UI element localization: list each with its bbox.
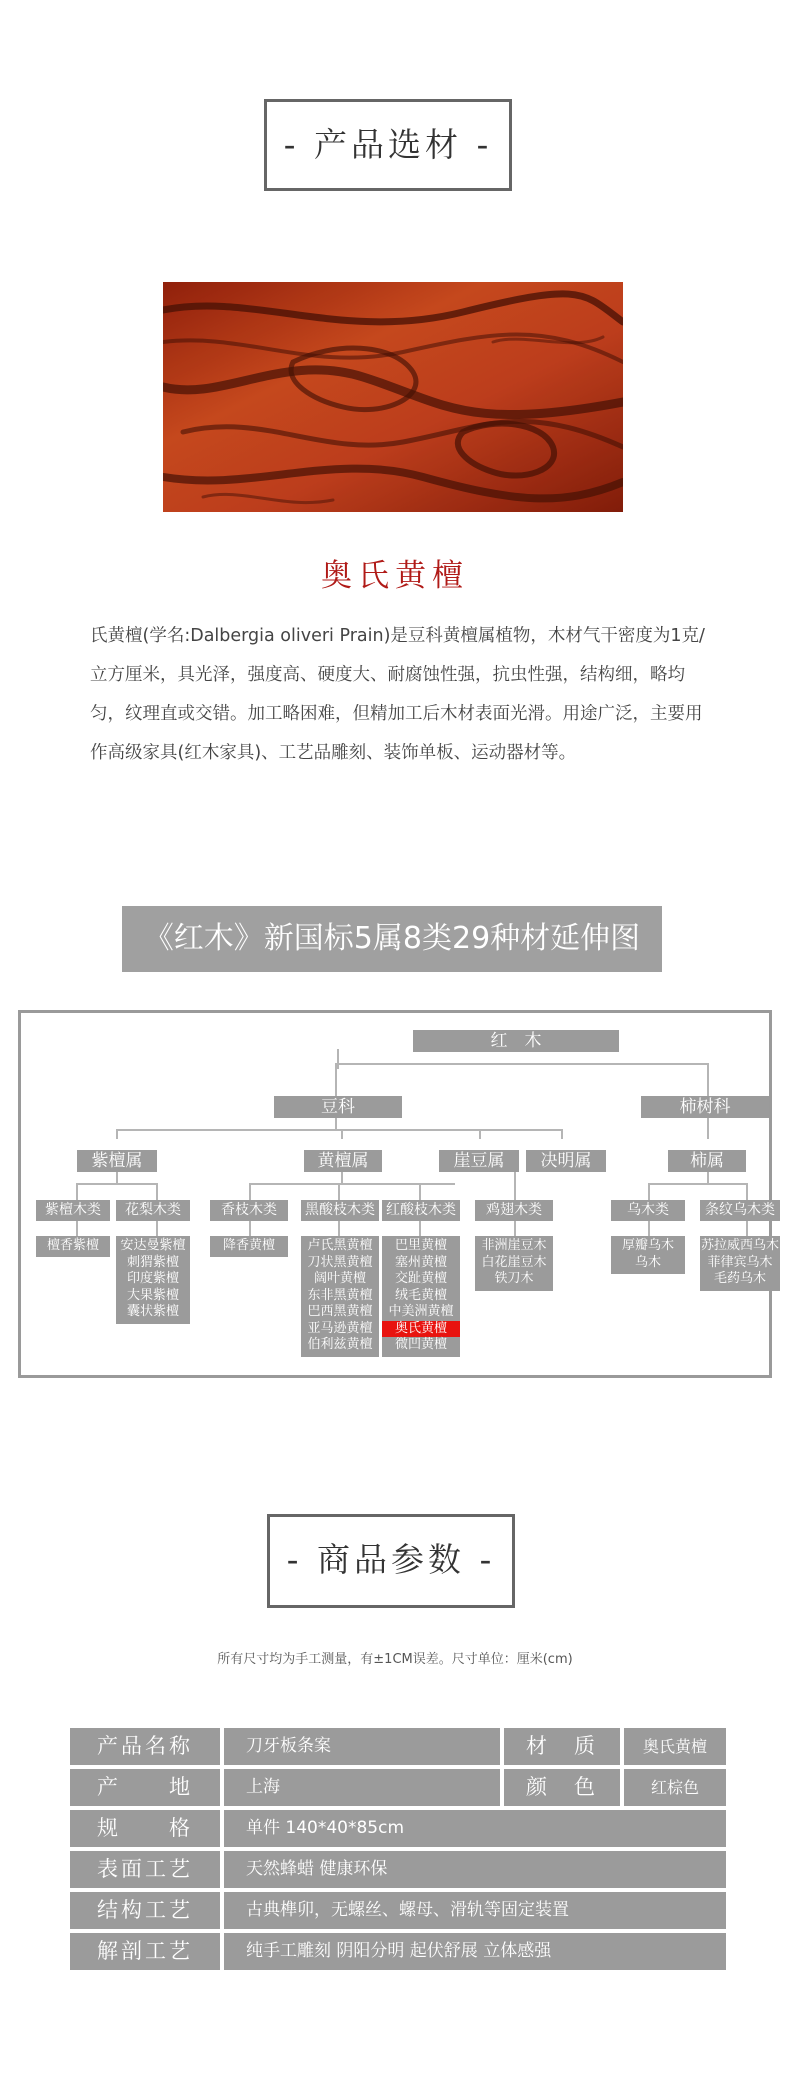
tree-connector: [561, 1129, 563, 1139]
tree-node-class-zitan: 紫檀木类: [36, 1200, 110, 1221]
spec-label: 颜 色: [504, 1769, 620, 1806]
spec-table: [70, 1728, 726, 1974]
tree-node-class-hongsuanzhi: 红酸枝木类: [382, 1200, 460, 1221]
wood-name-heading: 奥氏黄檀: [321, 558, 469, 594]
spec-value: 奥氏黄檀: [624, 1728, 726, 1765]
tree-connector: [249, 1220, 251, 1236]
tree-species: 刀状黑黄檀: [307, 1254, 373, 1270]
tree-species: 乌木: [634, 1254, 661, 1270]
spec-value: 古典榫卯，无螺丝、螺母、滑轨等固定装置: [224, 1892, 726, 1929]
tree-connector: [249, 1183, 251, 1201]
tree-species-list-xiangzhi: [210, 1236, 288, 1257]
tree-species: 白花崖豆木: [481, 1254, 547, 1270]
tree-species: 厚瓣乌木: [621, 1238, 674, 1253]
tree-connector: [707, 1117, 709, 1139]
tree-species: 绒毛黄檀: [394, 1287, 447, 1303]
tree-species: 塞州黄檀: [394, 1254, 447, 1270]
tree-species-list-heisuanzhi: [301, 1236, 379, 1357]
tree-species: 印度紫檀: [126, 1271, 179, 1286]
table-row: [70, 1810, 726, 1847]
tree-connector: [116, 1170, 118, 1184]
spec-value: 上海: [224, 1769, 500, 1806]
spec-value: 红棕色: [624, 1769, 726, 1806]
tree-species: 菲律宾乌木: [707, 1254, 773, 1270]
spec-value: 天然蜂蜡 健康环保: [224, 1851, 726, 1888]
tree-species: 囊状紫檀: [126, 1304, 179, 1319]
tree-species: 苏拉威西乌木: [700, 1238, 779, 1253]
tree-species: 伯利兹黄檀: [307, 1337, 373, 1352]
spec-label: 产 地: [70, 1769, 220, 1806]
tree-species: 铁刀木: [494, 1271, 534, 1286]
tree-species: 安达曼紫檀: [120, 1238, 186, 1253]
spec-label: 规 格: [70, 1810, 220, 1847]
tree-species-highlighted: 奥氏黄檀: [382, 1321, 460, 1338]
tree-connector: [746, 1220, 748, 1236]
tree-connector: [335, 1117, 337, 1129]
table-row: [70, 1769, 726, 1806]
tree-species: 非洲崖豆木: [481, 1238, 547, 1253]
tree-species-list-zitan: [36, 1236, 110, 1257]
tree-connector: [338, 1220, 340, 1236]
tree-connector: [707, 1170, 709, 1184]
tree-species: 阔叶黄檀: [313, 1271, 366, 1286]
spec-label: 材 质: [504, 1728, 620, 1765]
tree-connector: [341, 1129, 343, 1139]
section-title-text: - 商品参数 -: [286, 1540, 496, 1579]
tree-species: 中美洲黄檀: [388, 1304, 454, 1319]
tree-node-class-heisuanzhi: 黑酸枝木类: [301, 1200, 379, 1221]
tree-node-family-ebenaceae: 柿树科: [641, 1096, 769, 1118]
tree-connector: [335, 1063, 709, 1065]
section-title-product-params: [267, 1514, 515, 1608]
tree-species: 卢氏黑黄檀: [307, 1238, 373, 1253]
classification-banner: 《红木》新国标5属8类29种材延伸图: [122, 906, 662, 972]
tree-connector: [156, 1183, 158, 1201]
tree-species: 交趾黄檀: [394, 1271, 447, 1286]
tree-connector: [116, 1129, 562, 1131]
tree-node-class-tiaowen: 条纹乌木类: [700, 1200, 780, 1221]
tree-connector: [648, 1183, 650, 1201]
tree-node-class-jichi: 鸡翅木类: [475, 1200, 553, 1221]
tree-node-class-wumu: 乌木类: [611, 1200, 685, 1221]
tree-connector: [648, 1220, 650, 1236]
tree-species-list-wumu: [611, 1236, 685, 1274]
tree-node-genus-pterocarpus: 紫檀属: [77, 1150, 157, 1172]
tree-node-genus-millettia: 崖豆属: [439, 1150, 519, 1172]
tree-species: 东非黑黄檀: [307, 1287, 373, 1303]
tree-species: 檀香紫檀: [46, 1238, 99, 1253]
tree-species: 毛药乌木: [713, 1271, 766, 1286]
tree-connector: [249, 1183, 455, 1185]
tree-connector: [156, 1220, 158, 1236]
tree-species: 巴西黑黄檀: [307, 1304, 373, 1319]
tree-species: 降香黄檀: [222, 1238, 275, 1253]
wood-description: 氏黄檀(学名:Dalbergia oliveri Prain)是豆科黄檀属植物，木材气干密度为1克/立方厘米，具光泽，强度高、硬度大、耐腐蚀性强，抗虫性强，结构细，略均匀，纹理直或交错。加工略困难，但精加工后木材表面光滑。用途广泛，主要用作高级家具(红木家具)、工艺品雕刻、装饰单板、运动器材等。: [90, 626, 705, 763]
section-title-text: - 产品选材 -: [283, 125, 493, 164]
spec-value: 纯手工雕刻 阴阳分明 起伏舒展 立体感强: [224, 1933, 726, 1970]
tree-species-list-jichi: [475, 1236, 553, 1291]
tree-connector: [746, 1183, 748, 1201]
tree-species-list-tiaowen: [700, 1236, 780, 1291]
tree-connector: [648, 1183, 746, 1185]
tree-node-root: 红 木: [413, 1030, 619, 1052]
tree-connector: [341, 1170, 343, 1184]
tree-species-list-huali: [116, 1236, 190, 1324]
tree-species: 亚马逊黄檀: [307, 1320, 373, 1336]
tree-node-class-xiangzhi: 香枝木类: [210, 1200, 288, 1221]
spec-label: 解剖工艺: [70, 1933, 220, 1970]
table-row: [70, 1851, 726, 1888]
tree-node-genus-diospyros: 柿属: [668, 1150, 746, 1172]
tree-connector: [514, 1170, 516, 1200]
tree-connector: [76, 1183, 78, 1201]
spec-value: 刀牙板条案: [224, 1728, 500, 1765]
table-row: [70, 1892, 726, 1929]
tree-node-family-legume: 豆科: [274, 1096, 402, 1118]
tree-connector: [76, 1220, 78, 1236]
classification-tree: [18, 1010, 779, 1378]
tree-connector: [419, 1183, 421, 1201]
tree-species-list-hongsuanzhi: [382, 1236, 460, 1357]
tree-node-class-huali: 花梨木类: [116, 1200, 190, 1221]
tree-species: 巴里黄檀: [394, 1238, 447, 1253]
tree-connector: [479, 1129, 481, 1139]
measurement-note: 所有尺寸均为手工测量，有±1CM误差。尺寸单位：厘米(cm): [217, 1652, 573, 1667]
section-title-product-material: [264, 99, 512, 191]
table-row: [70, 1728, 726, 1765]
spec-label: 结构工艺: [70, 1892, 220, 1929]
spec-label: 表面工艺: [70, 1851, 220, 1888]
tree-node-genus-dalbergia: 黄檀属: [304, 1150, 382, 1172]
spec-label: 产品名称: [70, 1728, 220, 1765]
table-row: [70, 1933, 726, 1970]
tree-connector: [514, 1220, 516, 1236]
tree-species: 微凹黄檀: [394, 1337, 447, 1352]
tree-connector: [116, 1129, 118, 1139]
tree-connector: [338, 1183, 340, 1201]
tree-species: 大果紫檀: [126, 1287, 179, 1303]
tree-species: 刺猬紫檀: [126, 1254, 179, 1270]
tree-node-genus-cassia: 决明属: [526, 1150, 606, 1172]
tree-connector: [419, 1220, 421, 1236]
wood-grain-image: [163, 282, 623, 512]
tree-connector: [337, 1049, 339, 1064]
spec-value: 单件 140*40*85cm: [224, 1810, 726, 1847]
